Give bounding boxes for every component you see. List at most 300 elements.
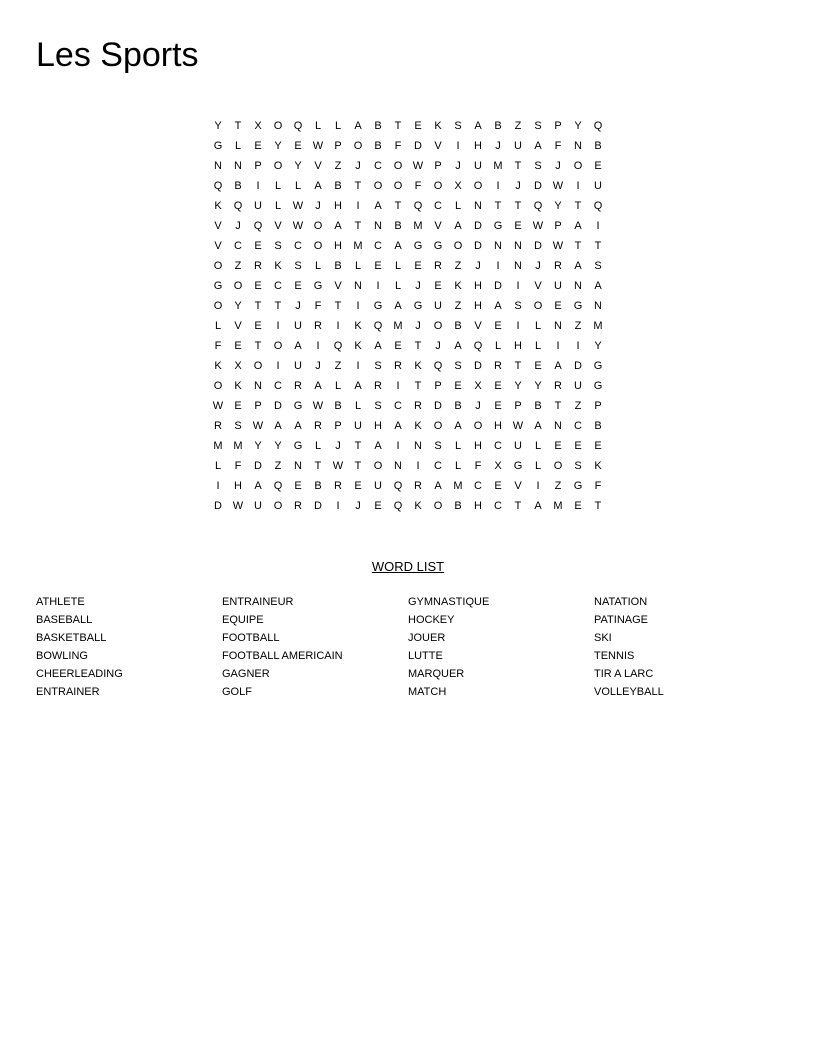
- grid-letter: U: [514, 440, 522, 452]
- grid-letter: J: [355, 160, 361, 172]
- grid-letter: A: [334, 220, 342, 232]
- grid-letter: T: [354, 440, 362, 452]
- grid-letter: B: [594, 420, 602, 432]
- grid-letter: Y: [234, 300, 242, 312]
- grid-letter: S: [374, 400, 382, 412]
- grid-letter: J: [415, 320, 421, 332]
- grid-letter: O: [373, 180, 383, 192]
- word-list-item: GOLF: [222, 686, 252, 698]
- grid-letter: E: [514, 220, 522, 232]
- grid-letter: U: [254, 200, 262, 212]
- grid-letter: S: [374, 360, 382, 372]
- grid-letter: I: [396, 380, 400, 392]
- grid-letter: L: [534, 460, 542, 472]
- word-list-item: ATHLETE: [36, 596, 85, 608]
- grid-letter: K: [214, 360, 222, 372]
- grid-letter: P: [334, 140, 342, 152]
- grid-letter: A: [314, 180, 322, 192]
- word-list-item: MATCH: [408, 686, 447, 698]
- grid-letter: L: [354, 400, 362, 412]
- grid-letter: J: [435, 340, 441, 352]
- grid-letter: O: [573, 160, 583, 172]
- grid-letter: F: [394, 140, 402, 152]
- word-list-item: VOLLEYBALL: [594, 686, 664, 698]
- grid-letter: T: [394, 200, 402, 212]
- grid-letter: S: [594, 260, 602, 272]
- grid-letter: V: [434, 140, 442, 152]
- grid-letter: I: [456, 140, 460, 152]
- grid-letter: T: [254, 300, 262, 312]
- grid-letter: N: [554, 320, 562, 332]
- grid-letter: L: [334, 120, 342, 132]
- grid-letter: O: [533, 300, 543, 312]
- grid-letter: V: [214, 220, 222, 232]
- grid-letter: U: [434, 300, 442, 312]
- grid-letter: B: [454, 320, 462, 332]
- grid-letter: A: [454, 420, 462, 432]
- grid-letter: W: [292, 220, 304, 232]
- grid-letter: N: [254, 380, 262, 392]
- grid-letter: A: [534, 140, 542, 152]
- grid-letter: A: [374, 200, 382, 212]
- grid-letter: Q: [393, 500, 403, 512]
- word-list-item: MARQUER: [408, 668, 465, 680]
- grid-letter: V: [274, 220, 282, 232]
- grid-letter: V: [514, 480, 522, 492]
- grid-letter: E: [554, 300, 562, 312]
- grid-letter: E: [294, 480, 302, 492]
- grid-letter: G: [513, 460, 523, 472]
- grid-letter: K: [454, 280, 462, 292]
- grid-letter: T: [414, 380, 422, 392]
- grid-letter: E: [594, 440, 602, 452]
- grid-letter: E: [254, 320, 262, 332]
- grid-letter: S: [454, 360, 462, 372]
- grid-letter: M: [493, 160, 503, 172]
- grid-letter: C: [574, 420, 582, 432]
- grid-letter: Z: [554, 480, 562, 492]
- grid-letter: A: [434, 480, 442, 492]
- grid-letter: K: [234, 380, 242, 392]
- grid-letter: O: [473, 180, 483, 192]
- grid-letter: Y: [274, 440, 282, 452]
- grid-letter: K: [354, 340, 362, 352]
- grid-letter: W: [312, 400, 324, 412]
- grid-letter: W: [312, 140, 324, 152]
- grid-letter: R: [554, 260, 562, 272]
- grid-letter: G: [313, 280, 323, 292]
- grid-letter: T: [274, 300, 282, 312]
- grid-letter: N: [494, 240, 502, 252]
- grid-letter: L: [274, 180, 282, 192]
- grid-letter: O: [353, 140, 363, 152]
- grid-letter: T: [594, 240, 602, 252]
- grid-letter: H: [474, 500, 482, 512]
- grid-letter: C: [374, 160, 382, 172]
- grid-letter: G: [593, 360, 603, 372]
- grid-letter: E: [254, 280, 262, 292]
- grid-letter: H: [494, 420, 502, 432]
- grid-letter: V: [474, 320, 482, 332]
- grid-letter: D: [274, 400, 282, 412]
- grid-letter: R: [254, 260, 262, 272]
- grid-letter: D: [254, 460, 262, 472]
- grid-letter: N: [234, 160, 242, 172]
- grid-letter: A: [474, 120, 482, 132]
- word-list-item: HOCKEY: [408, 614, 455, 626]
- grid-letter: W: [232, 500, 244, 512]
- grid-letter: M: [593, 320, 603, 332]
- grid-letter: N: [554, 420, 562, 432]
- grid-letter: Q: [433, 360, 443, 372]
- grid-letter: O: [453, 240, 463, 252]
- grid-letter: L: [314, 120, 322, 132]
- grid-letter: I: [596, 220, 600, 232]
- grid-letter: Q: [373, 320, 383, 332]
- grid-letter: M: [413, 220, 423, 232]
- word-list-item: ENTRAINER: [36, 686, 100, 698]
- grid-letter: E: [294, 140, 302, 152]
- word-list-item: GAGNER: [222, 668, 270, 680]
- grid-letter: L: [334, 380, 342, 392]
- grid-letter: T: [514, 360, 522, 372]
- grid-letter: P: [434, 380, 442, 392]
- grid-letter: R: [374, 380, 382, 392]
- grid-letter: G: [573, 480, 583, 492]
- grid-letter: F: [594, 480, 602, 492]
- grid-letter: O: [433, 420, 443, 432]
- grid-letter: J: [235, 220, 241, 232]
- grid-letter: P: [594, 400, 602, 412]
- grid-letter: E: [234, 340, 242, 352]
- grid-letter: B: [334, 180, 342, 192]
- grid-letter: A: [494, 300, 502, 312]
- grid-letter: U: [374, 480, 382, 492]
- grid-letter: C: [274, 280, 282, 292]
- grid-letter: N: [394, 460, 402, 472]
- grid-letter: V: [234, 320, 242, 332]
- grid-letter: D: [214, 500, 222, 512]
- word-list-item: JOUER: [408, 632, 446, 644]
- grid-letter: K: [414, 360, 422, 372]
- grid-letter: P: [554, 120, 562, 132]
- grid-letter: P: [434, 160, 442, 172]
- grid-letter: W: [292, 200, 304, 212]
- grid-letter: K: [414, 420, 422, 432]
- grid-letter: J: [315, 200, 321, 212]
- grid-letter: O: [213, 260, 223, 272]
- grid-letter: E: [254, 140, 262, 152]
- grid-letter: O: [473, 420, 483, 432]
- grid-letter: A: [354, 380, 362, 392]
- grid-letter: J: [415, 280, 421, 292]
- grid-letter: A: [454, 220, 462, 232]
- grid-letter: N: [514, 260, 522, 272]
- grid-letter: I: [356, 360, 360, 372]
- grid-letter: W: [252, 420, 264, 432]
- grid-letter: S: [274, 240, 282, 252]
- grid-letter: H: [474, 300, 482, 312]
- grid-letter: C: [234, 240, 242, 252]
- grid-letter: N: [354, 280, 362, 292]
- word-list-item: PATINAGE: [594, 614, 648, 626]
- grid-letter: U: [354, 420, 362, 432]
- grid-letter: A: [534, 420, 542, 432]
- grid-letter: W: [412, 160, 424, 172]
- grid-letter: S: [514, 300, 522, 312]
- grid-letter: K: [274, 260, 282, 272]
- grid-letter: T: [314, 460, 322, 472]
- grid-letter: C: [294, 240, 302, 252]
- grid-letter: U: [294, 360, 302, 372]
- grid-letter: Q: [593, 200, 603, 212]
- grid-letter: H: [374, 420, 382, 432]
- grid-letter: C: [494, 440, 502, 452]
- grid-letter: Q: [473, 340, 483, 352]
- grid-letter: K: [594, 460, 602, 472]
- grid-letter: L: [494, 340, 502, 352]
- grid-letter: B: [394, 220, 402, 232]
- grid-letter: D: [574, 360, 582, 372]
- grid-letter: T: [594, 500, 602, 512]
- grid-letter: D: [474, 220, 482, 232]
- grid-letter: G: [593, 380, 603, 392]
- word-list-item: BASEBALL: [36, 614, 93, 626]
- grid-letter: J: [475, 400, 481, 412]
- grid-letter: O: [433, 320, 443, 332]
- grid-letter: T: [514, 200, 522, 212]
- grid-letter: U: [514, 140, 522, 152]
- grid-letter: O: [433, 180, 443, 192]
- grid-letter: Z: [234, 260, 242, 272]
- word-list-item: FOOTBALL: [222, 632, 280, 644]
- word-list-item: FOOTBALL AMERICAIN: [222, 650, 343, 662]
- grid-letter: E: [534, 360, 542, 372]
- grid-letter: T: [574, 240, 582, 252]
- grid-letter: Y: [534, 380, 542, 392]
- grid-letter: Q: [413, 200, 423, 212]
- grid-letter: H: [334, 240, 342, 252]
- grid-letter: J: [315, 360, 321, 372]
- grid-letter: B: [534, 400, 542, 412]
- grid-letter: Z: [454, 260, 462, 272]
- grid-letter: N: [414, 440, 422, 452]
- grid-letter: C: [274, 380, 282, 392]
- grid-letter: O: [273, 120, 283, 132]
- grid-letter: Y: [274, 140, 282, 152]
- grid-letter: L: [454, 440, 462, 452]
- page-title: Les Sports: [36, 36, 199, 74]
- grid-letter: D: [534, 180, 542, 192]
- grid-letter: K: [214, 200, 222, 212]
- grid-letter: O: [253, 360, 263, 372]
- grid-letter: T: [574, 200, 582, 212]
- grid-letter: N: [474, 200, 482, 212]
- word-list-item: LUTTE: [408, 650, 443, 662]
- grid-letter: Y: [554, 200, 562, 212]
- grid-letter: P: [254, 400, 262, 412]
- word-search-grid: [208, 116, 608, 516]
- grid-letter: I: [276, 360, 280, 372]
- grid-letter: I: [576, 340, 580, 352]
- grid-letter: W: [552, 180, 564, 192]
- grid-letter: I: [516, 320, 520, 332]
- grid-letter: V: [434, 220, 442, 232]
- grid-letter: L: [534, 320, 542, 332]
- word-list-item: BASKETBALL: [36, 632, 107, 644]
- grid-letter: Y: [514, 380, 522, 392]
- grid-letter: S: [454, 120, 462, 132]
- grid-letter: I: [376, 280, 380, 292]
- grid-letter: G: [213, 140, 223, 152]
- grid-letter: E: [394, 340, 402, 352]
- grid-letter: V: [214, 240, 222, 252]
- grid-letter: L: [354, 260, 362, 272]
- grid-letter: Q: [273, 480, 283, 492]
- grid-letter: O: [313, 220, 323, 232]
- grid-letter: A: [454, 340, 462, 352]
- grid-letter: T: [394, 120, 402, 132]
- grid-letter: E: [494, 400, 502, 412]
- grid-letter: F: [234, 460, 242, 472]
- grid-letter: B: [454, 500, 462, 512]
- grid-letter: B: [334, 260, 342, 272]
- grid-letter: I: [496, 180, 500, 192]
- grid-letter: I: [216, 480, 220, 492]
- grid-letter: M: [553, 500, 563, 512]
- grid-letter: B: [494, 120, 502, 132]
- grid-letter: Z: [334, 160, 342, 172]
- grid-letter: L: [314, 260, 322, 272]
- grid-letter: B: [594, 140, 602, 152]
- grid-letter: J: [335, 440, 341, 452]
- grid-letter: J: [455, 160, 461, 172]
- grid-letter: R: [334, 480, 342, 492]
- grid-letter: Q: [593, 120, 603, 132]
- grid-letter: G: [293, 440, 303, 452]
- grid-letter: B: [454, 400, 462, 412]
- grid-letter: A: [314, 380, 322, 392]
- grid-letter: U: [594, 180, 602, 192]
- grid-letter: W: [532, 220, 544, 232]
- grid-letter: L: [394, 280, 402, 292]
- word-list-item: EQUIPE: [222, 614, 264, 626]
- grid-letter: R: [554, 380, 562, 392]
- grid-letter: S: [534, 120, 542, 132]
- grid-letter: L: [394, 260, 402, 272]
- grid-letter: A: [574, 260, 582, 272]
- grid-letter: U: [474, 160, 482, 172]
- grid-letter: E: [414, 120, 422, 132]
- grid-letter: H: [514, 340, 522, 352]
- grid-letter: R: [494, 360, 502, 372]
- grid-letter: K: [354, 320, 362, 332]
- grid-letter: O: [273, 160, 283, 172]
- grid-letter: Q: [213, 180, 223, 192]
- grid-letter: E: [494, 380, 502, 392]
- grid-letter: O: [313, 240, 323, 252]
- grid-letter: E: [594, 160, 602, 172]
- grid-letter: O: [393, 160, 403, 172]
- grid-letter: T: [354, 180, 362, 192]
- grid-letter: R: [214, 420, 222, 432]
- grid-letter: N: [294, 460, 302, 472]
- grid-letter: O: [273, 500, 283, 512]
- grid-letter: I: [516, 280, 520, 292]
- grid-letter: Z: [454, 300, 462, 312]
- grid-letter: S: [294, 260, 302, 272]
- grid-letter: H: [334, 200, 342, 212]
- grid-letter: Y: [214, 120, 222, 132]
- grid-letter: K: [434, 120, 442, 132]
- grid-letter: T: [414, 340, 422, 352]
- grid-letter: D: [534, 240, 542, 252]
- grid-letter: W: [512, 420, 524, 432]
- grid-letter: Z: [274, 460, 282, 472]
- grid-letter: R: [414, 480, 422, 492]
- grid-letter: E: [574, 500, 582, 512]
- grid-letter: A: [394, 240, 402, 252]
- word-list-title: WORD LIST: [371, 559, 445, 574]
- grid-letter: E: [354, 480, 362, 492]
- grid-letter: X: [454, 180, 462, 192]
- grid-letter: B: [234, 180, 242, 192]
- grid-letter: Q: [333, 340, 343, 352]
- grid-letter: T: [354, 460, 362, 472]
- grid-letter: X: [234, 360, 242, 372]
- grid-letter: D: [474, 240, 482, 252]
- grid-letter: G: [413, 240, 423, 252]
- grid-letter: N: [594, 300, 602, 312]
- grid-letter: L: [274, 200, 282, 212]
- grid-letter: T: [554, 400, 562, 412]
- grid-letter: G: [373, 300, 383, 312]
- grid-letter: A: [534, 500, 542, 512]
- grid-letter: A: [374, 440, 382, 452]
- grid-letter: I: [356, 300, 360, 312]
- grid-letter: F: [214, 340, 222, 352]
- word-list-item: BOWLING: [36, 650, 88, 662]
- grid-letter: E: [234, 400, 242, 412]
- grid-letter: A: [294, 420, 302, 432]
- grid-letter: L: [534, 440, 542, 452]
- grid-letter: E: [434, 280, 442, 292]
- grid-letter: S: [434, 440, 442, 452]
- grid-letter: Z: [514, 120, 522, 132]
- grid-letter: T: [234, 120, 242, 132]
- grid-letter: U: [254, 500, 262, 512]
- grid-letter: O: [393, 180, 403, 192]
- grid-letter: Z: [574, 400, 582, 412]
- grid-letter: J: [555, 160, 561, 172]
- grid-letter: N: [374, 220, 382, 232]
- grid-letter: E: [374, 500, 382, 512]
- grid-letter: F: [554, 140, 562, 152]
- grid-letter: I: [276, 320, 280, 332]
- grid-letter: L: [294, 180, 302, 192]
- grid-letter: C: [434, 460, 442, 472]
- grid-letter: K: [414, 500, 422, 512]
- grid-letter: S: [234, 420, 242, 432]
- grid-letter: M: [453, 480, 463, 492]
- grid-letter: L: [454, 200, 462, 212]
- grid-letter: I: [396, 440, 400, 452]
- grid-letter: J: [295, 300, 301, 312]
- grid-letter: A: [354, 120, 362, 132]
- grid-letter: W: [212, 400, 224, 412]
- grid-letter: E: [294, 280, 302, 292]
- grid-letter: D: [474, 360, 482, 372]
